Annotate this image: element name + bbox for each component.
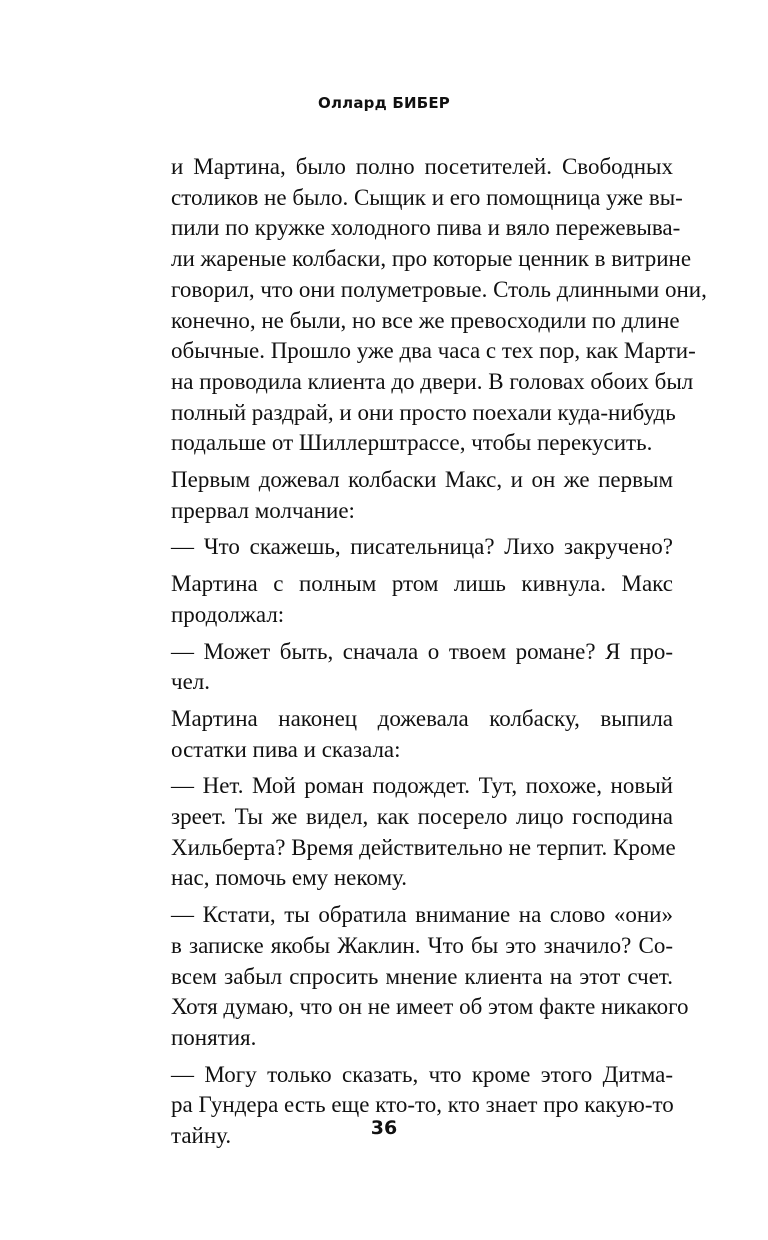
text-line: Хильберта? Время действительно не терпит. Кроме (171, 834, 676, 860)
text-line: Мартина наконец дожевала колбаску, выпила (171, 705, 673, 731)
text-line: нас, помочь ему некому. (171, 865, 407, 891)
text-line: обычные. Прошло уже два часа с тех пор, как Марти- (171, 338, 696, 364)
text-line: Мартина с полным ртом лишь кивнула. Макс (171, 571, 673, 597)
text-line: — Что скажешь, писательница? Лихо закручено? (171, 534, 673, 560)
text-line: продолжал: (171, 601, 285, 627)
text-line: ра Гундера есть еще кто-то, кто знает про какую-то (171, 1092, 674, 1118)
text-line: пили по кружке холодного пива и вяло пережевыва- (171, 215, 681, 241)
text-line: подальше от Шиллерштрассе, чтобы перекусить. (171, 430, 653, 456)
text-line: тайну. (171, 1123, 232, 1149)
text-line: понятия. (171, 1024, 257, 1050)
text-line: чел. (171, 669, 211, 695)
running-head: Оллард БИБЕР (318, 94, 450, 112)
text-line: всем забыл спросить мнение клиента на этот счет. (171, 963, 673, 989)
text-line: конечно, не были, но все же превосходили по длине (171, 307, 680, 333)
text-line: — Кстати, ты обратила внимание на слово «они» (171, 902, 673, 928)
text-line: ли жареные колбаски, про которые ценник в витрине (171, 246, 692, 272)
text-line: — Могу только сказать, что кроме этого Дитма- (171, 1061, 673, 1087)
text-line: в записке якобы Жаклин. Что бы это значило? Со- (171, 932, 673, 958)
text-line: Хотя думаю, что он не имеет об этом факте никакого (171, 994, 689, 1020)
text-line: полный раздрай, и они просто поехали куда-нибудь (171, 399, 676, 425)
text-line: зреет. Ты же видел, как посерело лицо господина (171, 804, 673, 830)
page-number: 36 (370, 1117, 398, 1139)
text-line: Первым дожевал колбаски Макс, и он же первым (171, 467, 673, 493)
text-line: прервал молчание: (171, 497, 355, 523)
text-line: говорил, что они полуметровые. Столь длинными они, (171, 276, 707, 302)
text-line: и Мартина, было полно посетителей. Свободных (171, 154, 673, 179)
text-line: на проводила клиента до двери. В головах обоих был (171, 368, 694, 394)
text-line: — Нет. Мой роман подождет. Тут, похоже, новый (171, 773, 673, 799)
body-text (171, 152, 707, 1152)
text-line: — Может быть, сначала о твоем романе? Я про- (171, 638, 673, 664)
text-line: остатки пива и сказала: (171, 736, 401, 762)
text-line: столиков не было. Сыщик и его помощница уже вы- (171, 184, 683, 210)
